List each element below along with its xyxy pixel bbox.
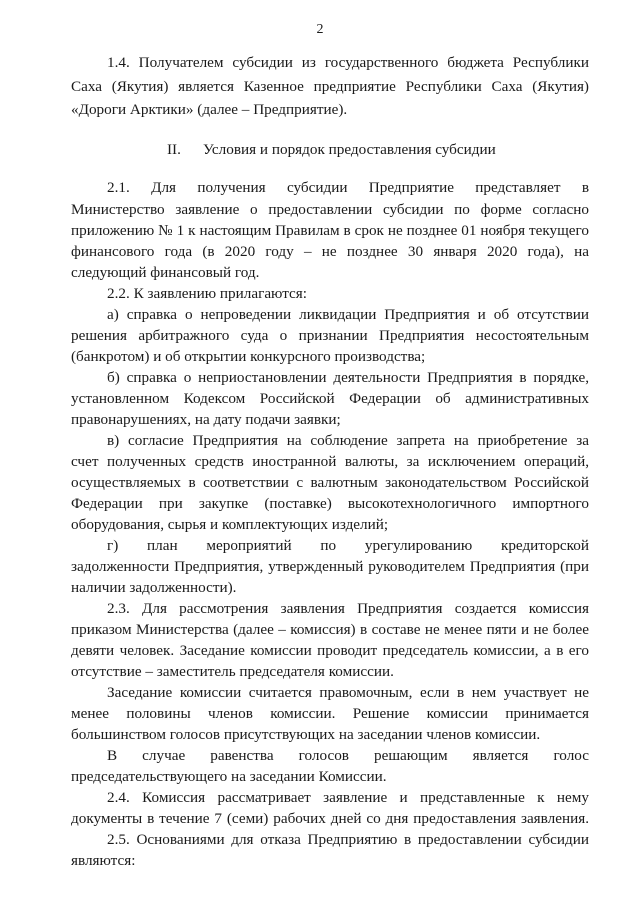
text-line: 2.4. Комиссия рассматривает заявление и представленные к нему <box>107 789 589 806</box>
text-line: следующий финансовый год. <box>71 264 260 281</box>
text-line: правонарушениях, на дату подачи заявки; <box>71 411 341 428</box>
text-line: а) справка о непроведении ликвидации Предприятия и об отсутствии <box>107 306 589 323</box>
text-line: приложению № 1 к настоящим Правилам в срок не позднее 01 ноября текущего <box>71 222 589 239</box>
text-line: «Дороги Арктики» (далее – Предприятие). <box>71 101 348 118</box>
text-line: приказом Министерства (далее – комиссия) в составе не менее пяти и не более <box>71 621 589 638</box>
text-line: осуществляемых в соответствии с валютным законодательством Российской <box>71 474 589 491</box>
text-line: документы в течение 7 (семи) рабочих дней со дня предоставления заявления. <box>71 810 589 827</box>
text-line: Заседание комиссии считается правомочным, если в нем участвует не <box>107 684 589 701</box>
text-line: менее половины членов комиссии. Решение комиссии принимается <box>71 705 589 722</box>
section-number: II. <box>167 141 181 158</box>
text-line: б) справка о неприостановлении деятельности Предприятия в порядке, <box>107 369 589 386</box>
text-line: являются: <box>71 852 136 869</box>
text-line: 2.3. Для рассмотрения заявления Предприятия создается комиссия <box>107 600 589 617</box>
text-line: отсутствие – заместитель председателя комиссии. <box>71 663 394 680</box>
text-line: счет полученных средств иностранной валюты, за исключением операций, <box>71 453 589 470</box>
text-line: 2.5. Основаниями для отказа Предприятию в предоставлении субсидии <box>107 831 589 848</box>
text-line: (банкротом) и об открытии конкурсного производства; <box>71 348 426 365</box>
text-line: установленном Кодексом Российской Федерации об административных <box>71 390 589 407</box>
text-line: В случае равенства голосов решающим является голос <box>107 747 589 764</box>
text-line: Федерации при закупке (поставке) высокотехнологичного импортного <box>71 495 589 512</box>
text-line: девяти человек. Заседание комиссии проводит председатель комиссии, а в его <box>71 642 589 659</box>
text-line: 1.4. Получателем субсидии из государственного бюджета Республики <box>107 54 589 71</box>
text-line: 2.2. К заявлению прилагаются: <box>107 285 307 302</box>
text-line: председательствующего на заседании Комиссии. <box>71 768 387 785</box>
text-line: задолженности Предприятия, утвержденный руководителем Предприятия (при <box>71 558 589 575</box>
text-line: Саха (Якутия) является Казенное предприятие Республики Саха (Якутия) <box>71 78 589 95</box>
section-heading <box>167 140 587 160</box>
section-title: Условия и порядок предоставления субсидии <box>203 141 496 158</box>
text-line: наличии задолженности). <box>71 579 237 596</box>
text-line: финансового года (в 2020 году – не позднее 30 января 2020 года), на <box>71 243 589 260</box>
page-number: 2 <box>316 22 324 37</box>
text-line: Министерство заявление о предоставлении субсидии по форме согласно <box>71 201 589 218</box>
text-line: оборудования, сырья и комплектующих изделий; <box>71 516 389 533</box>
text-line: в) согласие Предприятия на соблюдение запрета на приобретение за <box>107 432 589 449</box>
text-line: большинством голосов присутствующих на заседании членов комиссии. <box>71 726 541 743</box>
text-line: г) план мероприятий по урегулированию кредиторской <box>107 537 589 554</box>
text-line: решения арбитражного суда о признании Предприятия несостоятельным <box>71 327 589 344</box>
text-line: 2.1. Для получения субсидии Предприятие представляет в <box>107 179 589 196</box>
